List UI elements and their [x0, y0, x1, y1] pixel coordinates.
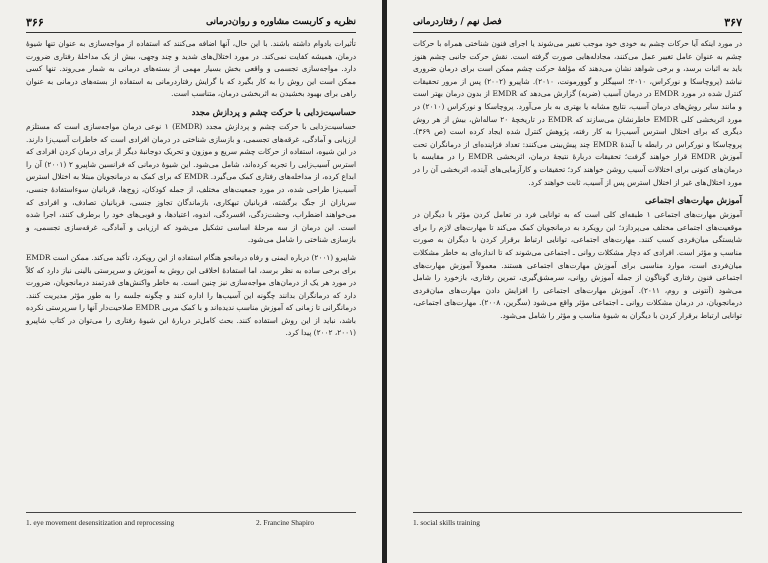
- right-page-number: ۳۶۷: [724, 16, 742, 29]
- right-running-title: فصل نهم / رفتاردرمانی: [413, 17, 502, 27]
- footnote-2: 2. Francine Shapiro: [256, 518, 315, 527]
- left-section-paragraph: حساسیت‌زدایی با حرکت چشم و پردازش مجدد (EMDR) ۱ نوعی درمان مواجه‌سازی است که مستلزم ارزیابی و آمادگی، غرقه‌های تجسمی، و بازسازی شناختی در درمان افرادی است که خاطرات آسیب‌زا دارند. در این شیوه، استفاده از حرکات چشم سریع و موزون و تحریک دوجانبهٔ دیگر از برای درمان کردن افرادی که استرس آسیب‌زایی را تجربه کرده‌اند، شامل می‌شود. این شیوهٔ درمانی که فرانسین شاپیرو ۲ (۲۰۰۱) آن را ابداع کرده، از مداخله‌های رفتاری کمک می‌گیرد. EMDR که برای کمک به درمانجویان مبتلا به اختلال استرس آسیب‌زا طراحی شده، در مورد جمعیت‌های مختلف، از جمله کودکان، زوج‌ها، قربانیان سوءاستفادهٔ جنسی، سربازان از جنگ برگشته، قربانیان تبهکاری، بازماندگان تجاوز جنسی، قربانیان تصادف، و افرادی که می‌خواهند اضطراب، وحشت‌زدگی، افسردگی، اندوه، اعتیادها، و فوبی‌های خود را برطرف کنند، اجرا شده است. این درمان از سه مرحلهٔ اساسی تشکیل می‌شود که ارزیابی و آمادگی، غرقه‌سازی تجسمی، و بازسازی شناختی را شامل می‌شود.: [26, 121, 356, 245]
- right-section-heading: آموزش مهارت‌های اجتماعی: [645, 195, 742, 206]
- footnote-1: 1. social skills training: [413, 518, 480, 527]
- left-footnotes: [26, 518, 356, 527]
- left-page-header: [26, 16, 356, 33]
- right-paragraph: در مورد اینکه آیا حرکات چشم به خودی خود موجب تغییر می‌شوند یا اجرای فنون شناختی همراه با حرکات چشم به عنوان عامل تغییر عمل می‌کنند، مجادله‌هایی صورت گرفته است. نقش حرکت جانبی چشم هنوز باید به اثبات برسد، و برخی شواهد نشان می‌دهند که مؤلفهٔ حرکت چشم ممکن است برای درمان ضروری نباشد (پروچاسکا و نورکراس، ۲۰۱۰؛ اسپیگلر و گوورمونت، ۲۰۱۰). شاپیرو (۲۰۰۲) پس از مرور تحقیقات کنترل شده در مورد EMDR در درمان آسیب (ضربه) گزارش می‌دهد که EMDR از بدون درمان بهتر است و مانند سایر روش‌های درمان آسیب، نتایج مشابه یا بهتری به بار می‌آورد. پروچاسکا و نورکراس (۲۰۱۰) در مورد اثربخشی کلی EMDR خاطرنشان می‌سازند که EMDR در تاریخچهٔ ۲۰ ساله‌اش، بیش از هر روش دیگری که برای اختلال استرس آسیب‌زا به کار رفته، پژوهش کنترل شده ایجاد کرده است (ص ۳۶۹). پروچاسکا و نورکراس در رابطه با آیندهٔ EMDR چند پیش‌بینی می‌کنند: تعداد فزاینده‌ای از درمانگران تحت آموزش EMDR قرار خواهند گرفت؛ تحقیقات دربارهٔ نتیجهٔ درمان، اثربخشی EMDR را در مقایسه با درمان‌های کنونی برای اختلالات آسیب روشن خواهند کرد؛ تحقیقات و کارآزمایی‌های آینده، اثربخشی آن را در مورد اختلال‌های غیر از اختلال استرس پس از آسیب، ثابت خواهند کرد.: [413, 39, 743, 187]
- left-paragraph: تأثیرات بادوام داشته باشند. با این حال، آنها اضافه می‌کنند که استفاده از مواجه‌سازی به عنوان تنها شیوهٔ درمان، همیشه کفایت نمی‌کند. در مورد اختلال‌های شدید و چند وجهی، بیش از یک مداخلهٔ رفتاری ضرورت دارد. مواجه‌سازی تجسمی و واقعی بخش بسیار مهمی از بسته‌های درمانی به شمار می‌روند. تنها کسی ممکن است این روش را به کار بگیرد که با گرایش رفتاردرمانی به استفاده از بسته‌های درمانی به عنوان راهی برای بهبود بخشیدن به اثربخشی درمان، متناسب است.: [26, 39, 356, 99]
- right-page: [387, 0, 768, 563]
- left-footnote-separator: [26, 512, 356, 513]
- right-page-body: [413, 38, 742, 327]
- left-page: [0, 0, 382, 563]
- left-page-body: [26, 38, 356, 345]
- right-page-header: [413, 16, 742, 33]
- left-section-paragraph: شاپیرو (۲۰۰۱) درباره ایمنی و رفاه درمانجو هنگام استفاده از این رویکرد، تأکید می‌کند. ممکن است EMDR برای برخی ساده به نظر برسد، اما استفادهٔ اخلاقی این روش به آموزش و سرپرستی بالینی نیاز دارد که کلاً در مورد هر یک از درمان‌های مواجه‌سازی نیز چنین است. به خاطر واکنش‌های قدرتمند درمانجویان، ضرورت دارد که درمانگران بدانند چگونه این آسیب‌ها را اداره کنند و چگونه جلسه را به طور مؤثر مدیریت کنند. درمانگرانی تا زمانی که آموزش مناسب ندیده‌اند و با کمک مربی EMDR صلاحیت‌دار آنها را سرپرستی نکرده باشد، نباید از این روش استفاده کنند. بحث کامل‌تر دربارهٔ این شیوهٔ رفتاری را می‌توان در کتاب شاپیرو (۲۰۰۱، ۲۰۰۲) پیدا کرد.: [26, 252, 356, 338]
- footnote-1: 1. eye movement desensitization and reprocessing: [26, 518, 175, 527]
- left-section-heading: حساسیت‌زدایی با حرکت چشم و پردازش مجدد: [191, 106, 356, 117]
- right-footnotes: [413, 518, 742, 527]
- right-section-paragraph: آموزش مهارت‌های اجتماعی ۱ طبقه‌ای کلی است که به توانایی فرد در تعامل کردن مؤثر با دیگران در موقعیت‌های اجتماعی مختلف می‌پردازد؛ این رویکرد به درمانجویان کمک می‌کند تا مهارت‌های لازم را برای شایستگی میان‌فردی کسب کنند. مهارت‌های اجتماعی، توانایی ارتباط برقرار کردن با دیگران به صورت مناسب و مؤثر است. افرادی که دچار مشکلات روانی ـ اجتماعی می‌شوند که تا اندازه‌ای به خاطر مشکلات میان‌فردی است، موارد مناسبی برای آموزش مهارت‌های اجتماعی هستند. معمولاً آموزش مهارت‌های اجتماعی فنون رفتاری گوناگون از جمله آموزش روانی، سرمشق‌گیری، تمرین رفتاری، بازخورد را شامل می‌شود (آنتونی و روم، ۲۰۱۱). آموزش مهارت‌های اجتماعی را افزایش دادن مهارت‌های میان‌فردی درمانجویان، در درمان مشکلات روانی ـ اجتماعی مؤثر واقع می‌شود (سگرین، ۲۰۰۸). مهارت‌های اجتماعی، توانایی ارتباط برقرار کردن با دیگران به شیوهٔ مناسب و مؤثر را شامل می‌شود.: [413, 210, 742, 320]
- left-page-number: ۳۶۶: [26, 16, 44, 29]
- right-footnote-separator: [413, 512, 742, 513]
- left-running-title: نظریه و کاربست مشاوره و روان‌درمانی: [205, 17, 356, 27]
